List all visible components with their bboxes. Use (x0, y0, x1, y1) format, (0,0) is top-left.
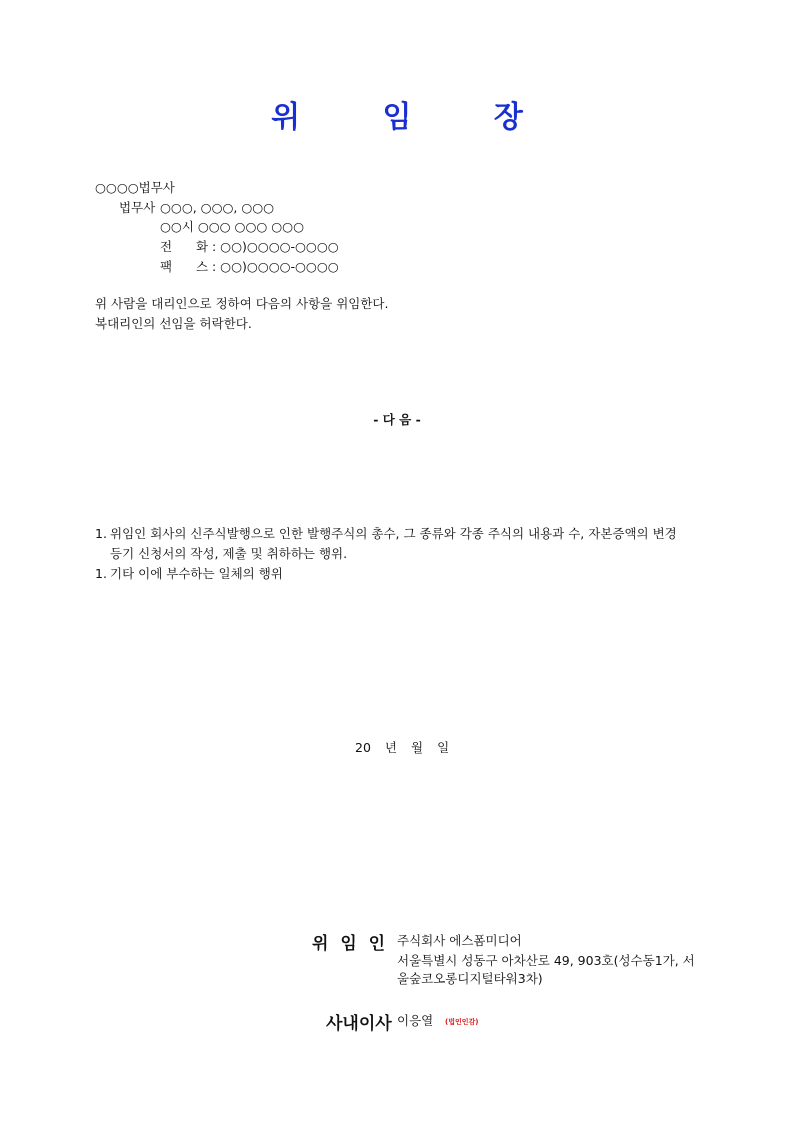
agent-lawyer-label: 법무사 (119, 200, 156, 215)
principal-company: 주식회사 에스폼미디어 (397, 933, 522, 948)
intro-line-2: 복대리인의 선임을 허락한다. (95, 316, 252, 331)
director-label: 사내이사 (326, 1014, 392, 1034)
fax-label-b: 스 (196, 259, 209, 274)
item-1-number: 1. (95, 526, 107, 541)
principal-label: 위 임 인 (312, 934, 386, 954)
item-1-line-2: 등기 신청서의 작성, 제출 및 취하하는 행위. (110, 546, 348, 561)
agent-office-name: ○○○○법무사 (95, 180, 175, 195)
item-2-line-1: 기타 이에 부수하는 일체의 행위 (110, 566, 283, 581)
date-day: 일 (437, 740, 450, 755)
item-1-line-1: 위임인 회사의 신주식발행으로 인한 발행주식의 총수, 그 종류와 각종 주식의 내용과 수, 자본증액의 변경 (110, 526, 677, 541)
director-name: 이응열 (397, 1013, 434, 1028)
principal-address-line-2: 울숲코오롱디지털타워3차) (397, 971, 543, 986)
date-year: 년 (384, 740, 397, 755)
agent-lawyers: ○○○, ○○○, ○○○ (160, 200, 275, 215)
principal-address-line-1: 서울특별시 성동구 아차산로 49, 903호(성수동1가, 서 (397, 953, 695, 968)
fax-value: : ○○)○○○○-○○○○ (212, 259, 339, 274)
document-title: 위 임 장 (271, 100, 559, 135)
phone-label-a: 전 (160, 239, 173, 254)
date-month: 월 (410, 740, 424, 755)
agent-address: ○○시 ○○○ ○○○ ○○○ (160, 219, 304, 234)
item-2-number: 1. (95, 566, 107, 581)
date-year-prefix: 20 (355, 740, 371, 755)
phone-value: : ○○)○○○○-○○○○ (212, 239, 339, 254)
section-heading: - 다 음 - (373, 412, 421, 427)
phone-label-b: 화 (196, 239, 209, 254)
corporate-seal-placeholder: (법인인감) (445, 1018, 479, 1026)
intro-line-1: 위 사람을 대리인으로 정하여 다음의 사항을 위임한다. (95, 296, 389, 311)
date-line (355, 738, 463, 756)
fax-label-a: 팩 (160, 259, 173, 274)
